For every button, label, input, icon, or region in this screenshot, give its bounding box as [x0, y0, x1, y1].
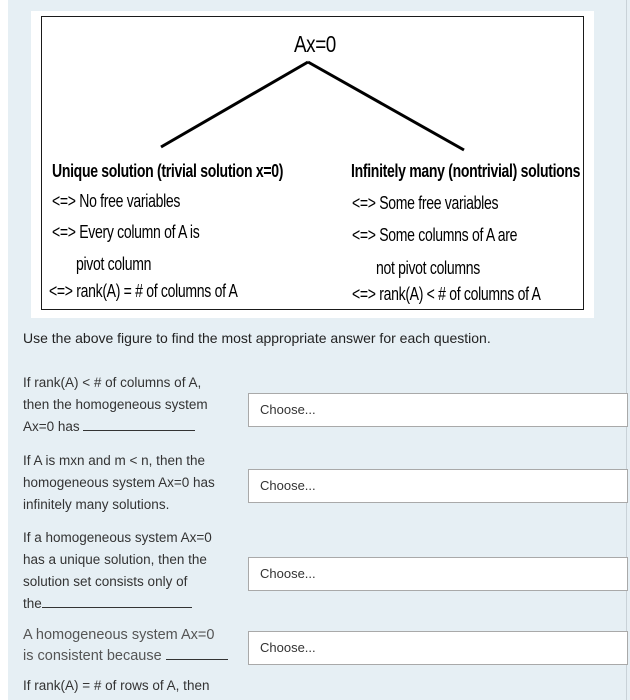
question-4-line-1: A homogeneous system Ax=0 [23, 627, 215, 643]
question-3-line-2: has a unique solution, then the [23, 552, 207, 567]
question-4-line-2: is consistent because [23, 648, 162, 664]
question-1-line-3-wrap [23, 416, 233, 438]
question-5-line-1: If rank(A) = # of rows of A, then [23, 678, 210, 693]
answer-blank [83, 416, 195, 431]
answer-blank [42, 593, 192, 608]
answer-select-4[interactable]: Choose... [248, 631, 628, 665]
question-3-line-1: If a homogeneous system Ax=0 [23, 530, 212, 545]
left-branch-line-2: <=> No free variables [52, 191, 181, 211]
left-branch-line-3: <=> Every column of A is [52, 222, 200, 242]
panel-divider [626, 0, 627, 700]
question-2-line-3: infinitely many solutions. [23, 497, 170, 512]
left-branch-line-5: <=> rank(A) = # of columns of A [49, 281, 238, 301]
left-branch-heading: Unique solution (trivial solution x=0) [52, 161, 284, 181]
question-3-line-3: solution set consists only of [23, 574, 188, 589]
instruction-text: Use the above figure to find the most appropriate answer for each question. [23, 330, 491, 346]
right-branch-line-5: <=> rank(A) < # of columns of A [352, 284, 541, 304]
question-2-line-1: If A is mxn and m < n, then the [23, 453, 205, 468]
question-2 [23, 450, 233, 516]
answer-select-1[interactable]: Choose... [248, 393, 628, 427]
left-branch-line [161, 62, 308, 147]
question-1-line-1: If rank(A) < # of columns of A, [23, 375, 202, 390]
right-branch-line-2: <=> Some free variables [352, 193, 499, 213]
question-3-line-4: the [23, 596, 42, 611]
question-1-line-3: Ax=0 has [23, 419, 80, 434]
question-4 [23, 625, 233, 666]
answer-blank [166, 645, 228, 660]
question-3-line-4-wrap [23, 593, 233, 615]
answer-select-3[interactable]: Choose... [248, 557, 628, 591]
question-1-line-2: then the homogeneous system [23, 397, 208, 412]
right-branch-heading: Infinitely many (nontrivial) solutions [351, 161, 581, 181]
right-branch-line-3: <=> Some columns of A are [352, 225, 518, 245]
figure-title: Ax=0 [294, 31, 336, 57]
right-branch-line [308, 62, 464, 150]
question-5 [23, 675, 233, 697]
question-1 [23, 372, 233, 438]
figure-card [31, 11, 594, 318]
question-3 [23, 527, 233, 615]
answer-select-2[interactable]: Choose... [248, 469, 628, 503]
right-branch-line-4: not pivot columns [376, 258, 480, 278]
left-branch-line-4: pivot column [76, 254, 152, 274]
question-2-line-2: homogeneous system Ax=0 has [23, 475, 215, 490]
question-4-line-2-wrap [23, 645, 233, 666]
